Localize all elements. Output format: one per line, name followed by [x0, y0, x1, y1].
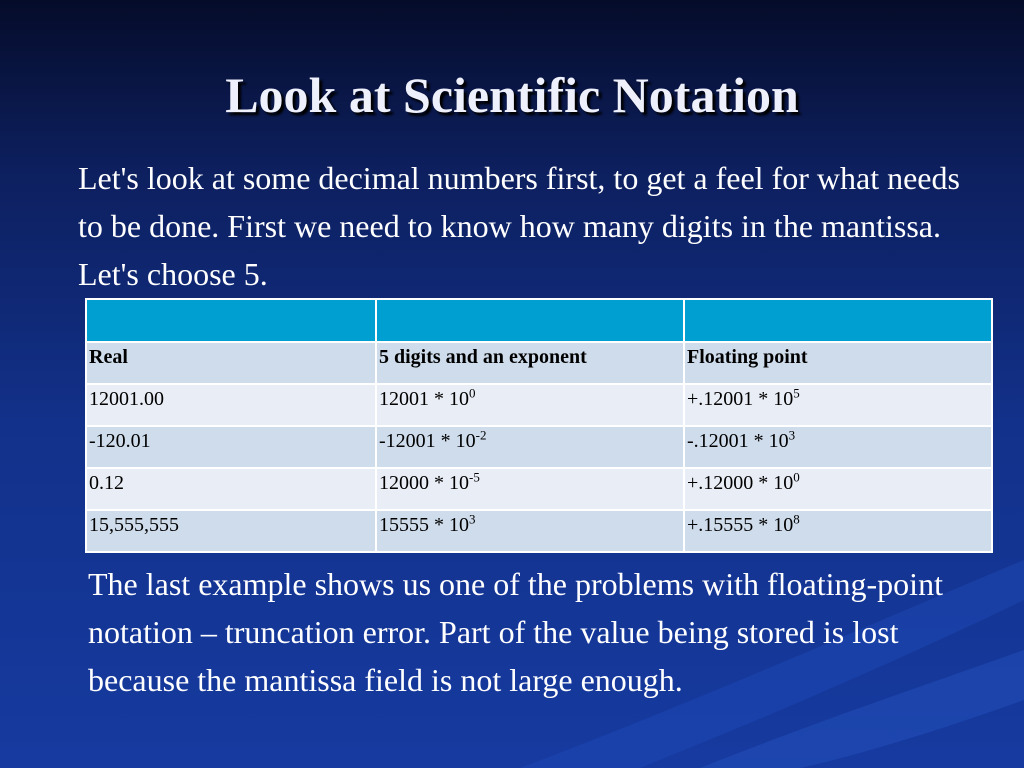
cell-digits-exponent: -5: [469, 469, 480, 485]
cell-floating-base: +.12000 * 10: [687, 472, 794, 494]
header-band-cell: [86, 299, 376, 342]
cell-digits: [376, 468, 684, 510]
slide-title: Look at Scientific Notation: [225, 67, 799, 123]
table-header-row: [86, 342, 992, 384]
cell-real: -120.01: [86, 426, 376, 468]
cell-floating-base: +.15555 * 10: [687, 514, 794, 536]
cell-digits: [376, 510, 684, 552]
column-header-digits: 5 digits and an exponent: [376, 342, 684, 384]
cell-real: 12001.00: [86, 384, 376, 426]
intro-paragraph: Let's look at some decimal numbers first, to get a feel for what needs to be done. First we need to know how many digits in the mantissa. Let's choose 5.: [78, 160, 960, 292]
table-row: [86, 510, 992, 552]
cell-floating-base: +.12001 * 10: [687, 388, 794, 410]
header-band-cell: [684, 299, 992, 342]
cell-digits-exponent: 0: [469, 385, 476, 401]
header-band-cell: [376, 299, 684, 342]
cell-floating-exponent: 3: [788, 427, 796, 443]
cell-floating: [684, 384, 992, 426]
cell-digits-exponent: -2: [475, 427, 487, 443]
outro-paragraph: The last example shows us one of the problems with floating-point notation – truncation error. Part of the value being stored is lost because the mantissa field is not large enough.: [88, 566, 943, 698]
table-row: [86, 468, 992, 510]
table-row: [86, 426, 992, 468]
cell-floating: [684, 468, 992, 510]
cell-floating: [684, 426, 992, 468]
column-header-floating: Floating point: [684, 342, 992, 384]
cell-real: 15,555,555: [86, 510, 376, 552]
column-header-real: Real: [86, 342, 376, 384]
cell-digits-base: -12001 * 10: [379, 430, 476, 452]
cell-digits-base: 12000 * 10: [379, 472, 469, 494]
cell-digits-exponent: 3: [469, 511, 476, 527]
cell-floating-exponent: 5: [793, 385, 800, 401]
cell-digits-base: 15555 * 10: [379, 514, 469, 536]
notation-table: [85, 298, 993, 553]
cell-real: 0.12: [86, 468, 376, 510]
cell-digits-base: 12001 * 10: [379, 388, 469, 410]
cell-floating-exponent: 0: [793, 469, 800, 485]
table-header-band: [86, 299, 992, 342]
table-row: [86, 384, 992, 426]
cell-floating-exponent: 8: [793, 511, 800, 527]
cell-digits: [376, 384, 684, 426]
cell-digits: [376, 426, 684, 468]
cell-floating-base: -.12001 * 10: [687, 430, 789, 452]
cell-floating: [684, 510, 992, 552]
